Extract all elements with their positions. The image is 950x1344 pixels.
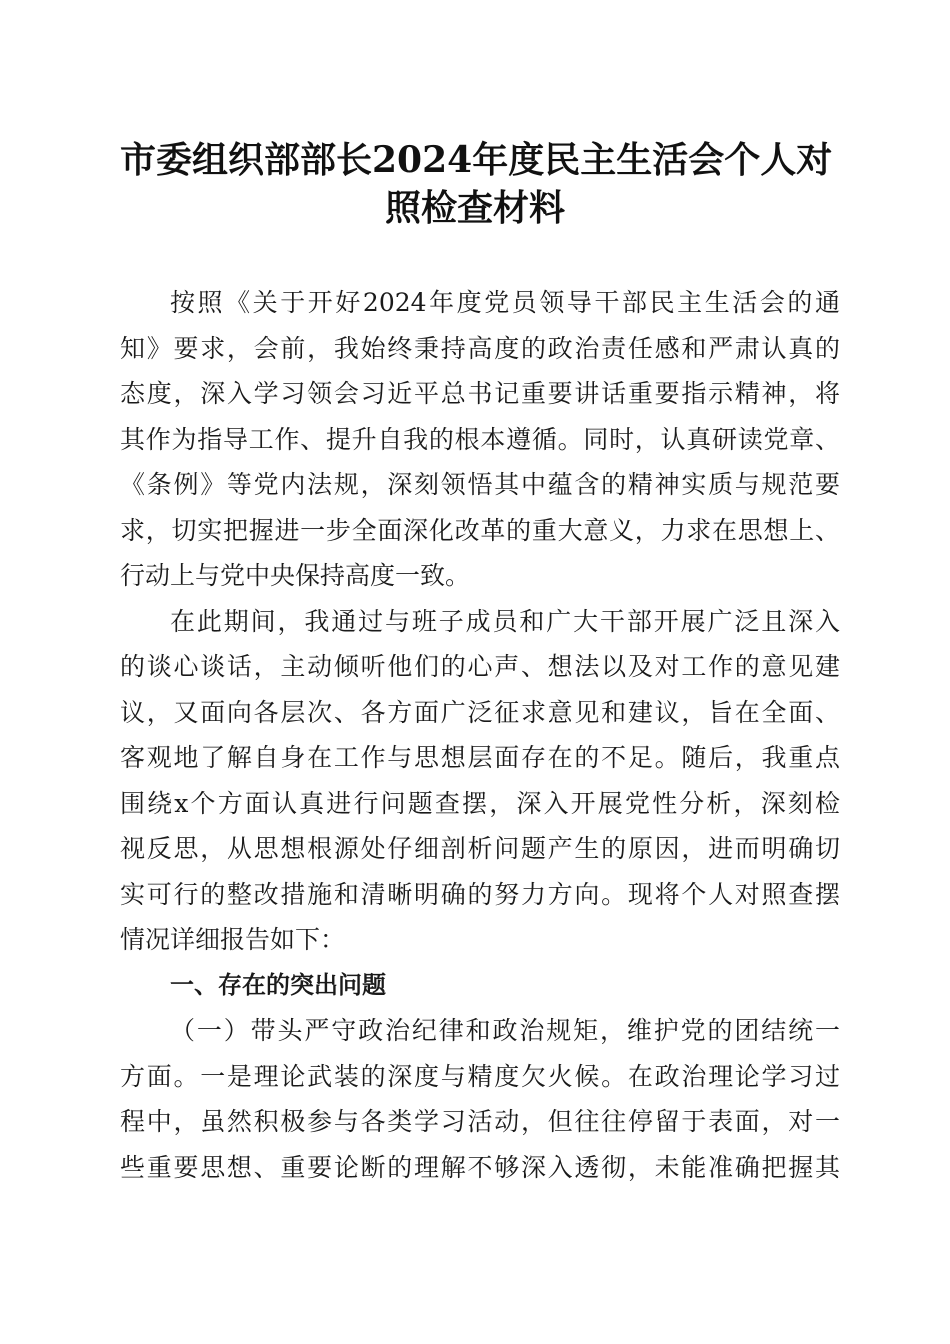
paragraph-line: 情况详细报告如下： xyxy=(120,925,346,954)
paragraph-line: 程中，虽然积极参与各类学习活动，但往往停留于表面，对一 xyxy=(120,1107,840,1136)
paragraph-line: 实可行的整改措施和清晰明确的努力方向。现将个人对照查摆 xyxy=(120,879,840,909)
paragraph-line: 知》要求，会前，我始终秉持高度的政治责任感和严肃认真的 xyxy=(120,333,840,363)
issues-paragraph xyxy=(120,1008,840,1190)
paragraph-line: 围绕x个方面认真进行问题查摆，深入开展党性分析，深刻检 xyxy=(120,788,840,818)
paragraph-line: 方面。一是理论武装的深度与精度欠火候。在政治理论学习过 xyxy=(120,1061,840,1091)
title-line: 市委组织部部长2024年度民主生活会个人对 xyxy=(120,139,833,181)
paragraph-line: 按照《关于开好2024年度党员领导干部民主生活会的通 xyxy=(170,288,840,317)
paragraph-line: 《条例》等党内法规，深刻领悟其中蕴含的精神实质与规范要 xyxy=(120,470,840,499)
paragraph-line: 求，切实把握进一步全面深化改革的重大意义，力求在思想上、 xyxy=(120,515,840,545)
section-heading: 一、存在的突出问题 xyxy=(170,970,386,999)
document-title xyxy=(120,136,833,232)
paragraph-line: 其作为指导工作、提升自我的根本遵循。同时，认真研读党章、 xyxy=(120,424,840,454)
paragraph-line: 议，又面向各层次、各方面广泛征求意见和建议，旨在全面、 xyxy=(120,697,840,727)
title-line: 照检查材料 xyxy=(384,187,565,229)
paragraph-line: 态度，深入学习领会习近平总书记重要讲话重要指示精神，将 xyxy=(120,379,840,408)
paragraph-line: 行动上与党中央保持高度一致。 xyxy=(120,561,471,590)
paragraph-line: （一）带头严守政治纪律和政治规矩，维护党的团结统一 xyxy=(170,1016,840,1045)
paragraph-line: 的谈心谈话，主动倾听他们的心声、想法以及对工作的意见建 xyxy=(120,652,840,681)
paragraph-line: 在此期间，我通过与班子成员和广大干部开展广泛且深入 xyxy=(170,606,840,636)
intro-paragraph xyxy=(120,280,840,599)
paragraph-line: 视反思，从思想根源处仔细剖析问题产生的原因，进而明确切 xyxy=(120,834,840,863)
context-paragraph xyxy=(120,599,840,963)
paragraph-line: 些重要思想、重要论断的理解不够深入透彻，未能准确把握其 xyxy=(120,1152,840,1182)
paragraph-line: 客观地了解自身在工作与思想层面存在的不足。随后，我重点 xyxy=(120,743,840,772)
document-body xyxy=(120,280,840,1190)
